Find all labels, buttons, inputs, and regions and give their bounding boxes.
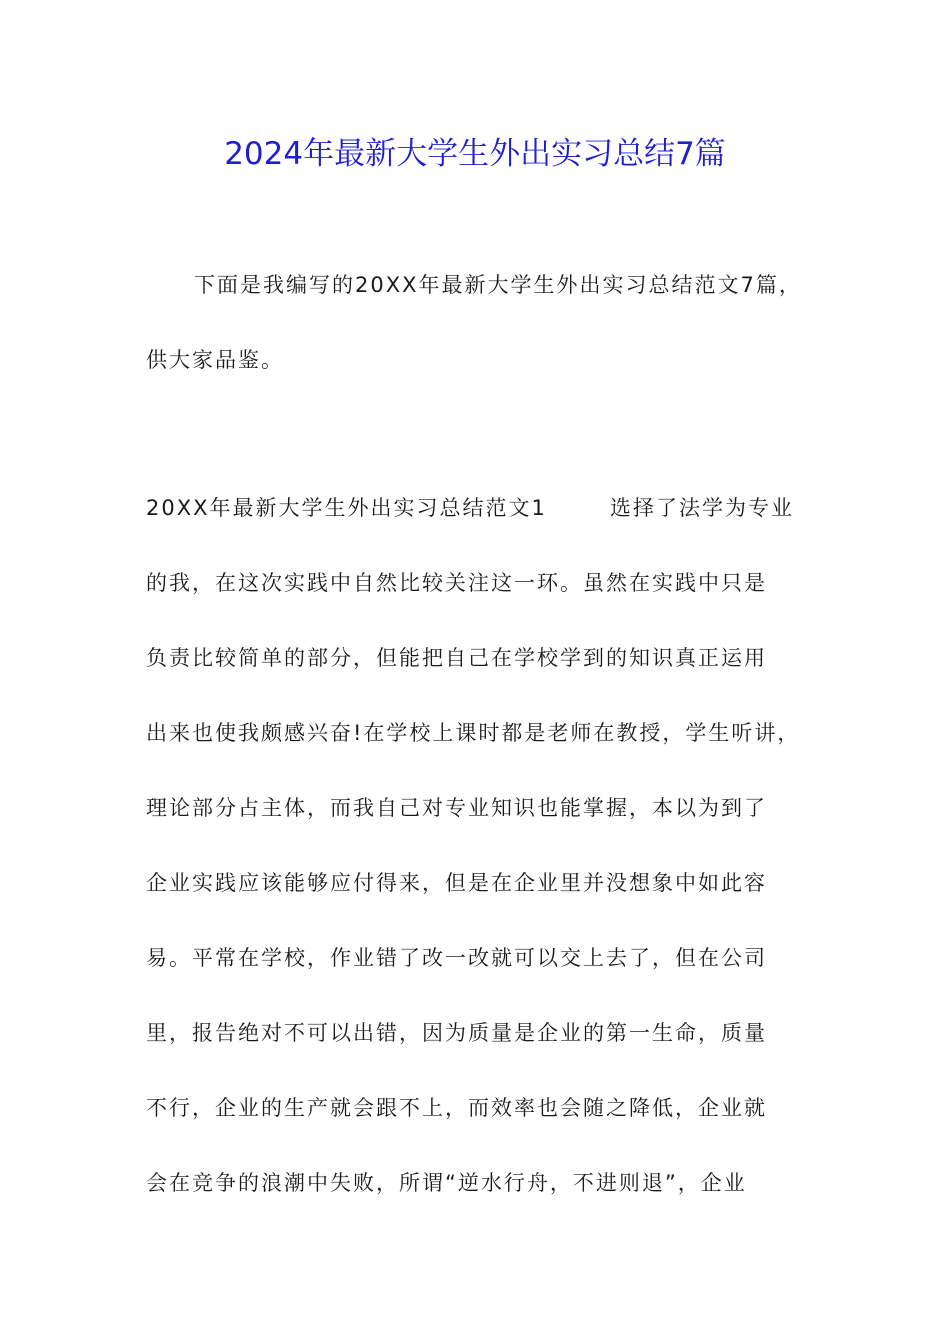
paragraph-line: 易。平常在学校，作业错了改一改就可以交上去了，但在公司 [146, 946, 767, 970]
paragraph-line: 企业实践应该能够应付得来，但是在企业里并没想象中如此容 [146, 871, 767, 895]
paragraph-line: 的我，在这次实践中自然比较关注这一环。虽然在实践中只是 [146, 571, 767, 595]
paragraph-line: 理论部分占主体，而我自己对专业知识也能掌握，本以为到了 [146, 796, 767, 820]
section-heading: 20XX年最新大学生外出实习总结范文1 [146, 496, 547, 520]
paragraph-line: 选择了法学为专业 [610, 496, 794, 520]
paragraph-line: 出来也使我颇感兴奋!在学校上课时都是老师在教授，学生听讲， [146, 721, 801, 745]
intro-line: 供大家品鉴。 [146, 348, 284, 372]
paragraph-line: 里，报告绝对不可以出错，因为质量是企业的第一生命，质量 [146, 1021, 767, 1045]
paragraph-line: 负责比较简单的部分，但能把自己在学校学到的知识真正运用 [146, 646, 767, 670]
paragraph-line: 会在竞争的浪潮中失败，所谓“逆水行舟，不进则退”，企业 [146, 1171, 747, 1195]
document-title: 2024年最新大学生外出实习总结7篇 [224, 136, 726, 172]
intro-line: 下面是我编写的20XX年最新大学生外出实习总结范文7篇， [194, 273, 802, 297]
paragraph-line: 不行，企业的生产就会跟不上，而效率也会随之降低，企业就 [146, 1096, 767, 1120]
